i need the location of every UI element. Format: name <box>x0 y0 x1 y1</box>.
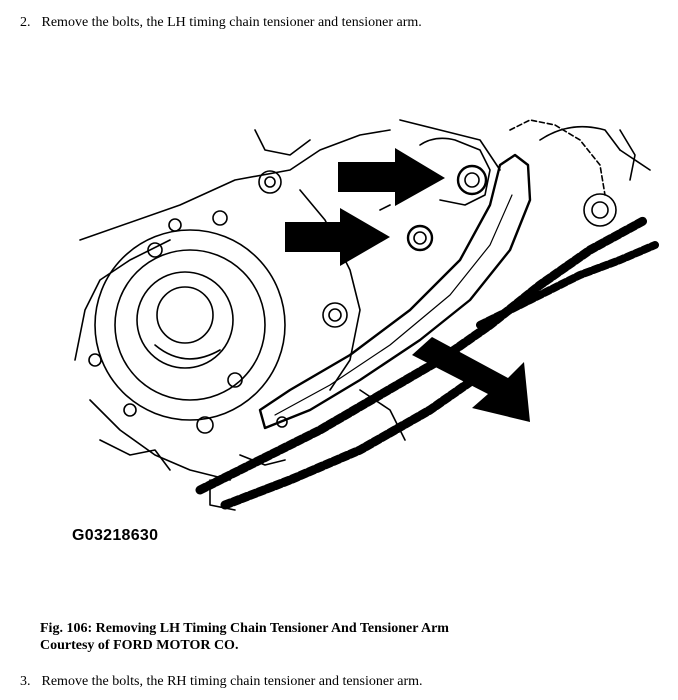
caption-title: Fig. 106: Removing LH Timing Chain Tensioner And Tensioner Arm <box>40 621 449 636</box>
step-text: Remove the bolts, the RH timing chain tensioner and tensioner arm. <box>41 674 423 689</box>
timing-chain-illustration <box>60 110 660 520</box>
caption-credit: Courtesy of FORD MOTOR CO. <box>40 638 239 653</box>
step-number: 3. <box>20 674 31 689</box>
step-text: Remove the bolts, the LH timing chain tensioner and tensioner arm. <box>41 15 422 30</box>
step-3 <box>20 674 423 690</box>
figure-caption <box>40 620 449 654</box>
step-number: 2. <box>20 15 31 30</box>
figure-id-label: G03218630 <box>72 527 159 544</box>
step-2 <box>20 15 422 31</box>
